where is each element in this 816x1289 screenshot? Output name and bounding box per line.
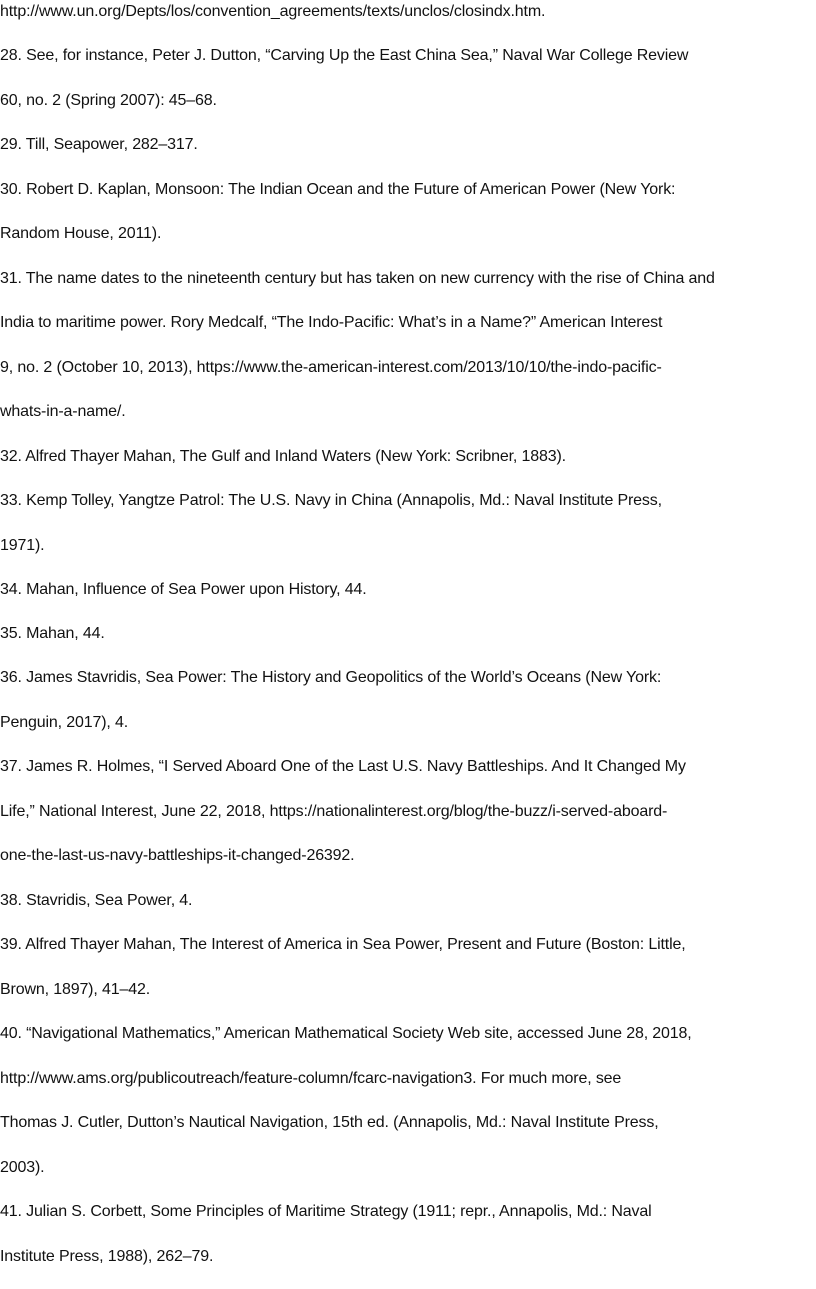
text-line: 1971). [0, 537, 45, 554]
text-line: 34. Mahan, Influence of Sea Power upon History, 44. [0, 581, 367, 598]
text-line: 29. Till, Seapower, 282–317. [0, 136, 198, 153]
text-line: 2003). [0, 1159, 45, 1176]
text-line: 28. See, for instance, Peter J. Dutton, “Carving Up the East China Sea,” Naval War College Review [0, 47, 689, 64]
text-line: 37. James R. Holmes, “I Served Aboard One of the Last U.S. Navy Battleships. And It Changed My [0, 758, 686, 775]
text-line: Brown, 1897), 41–42. [0, 981, 150, 998]
text-line: http://www.ams.org/publicoutreach/feature-column/fcarc-navigation3. For much more, see [0, 1070, 622, 1087]
text-line: 39. Alfred Thayer Mahan, The Interest of America in Sea Power, Present and Future (Boston: Little, [0, 936, 686, 953]
text-line: 30. Robert D. Kaplan, Monsoon: The Indian Ocean and the Future of American Power (New York: [0, 181, 676, 198]
text-line: 60, no. 2 (Spring 2007): 45–68. [0, 92, 217, 109]
text-line: 41. Julian S. Corbett, Some Principles of Maritime Strategy (1911; repr., Annapolis, Md.: Naval [0, 1203, 652, 1220]
text-line: Thomas J. Cutler, Dutton’s Nautical Navigation, 15th ed. (Annapolis, Md.: Naval Institute Press, [0, 1114, 659, 1131]
text-line: 40. “Navigational Mathematics,” American Mathematical Society Web site, accessed June 28, 2018, [0, 1025, 692, 1042]
text-line: Penguin, 2017), 4. [0, 714, 129, 731]
text-line: one-the-last-us-navy-battleships-it-changed-26392. [0, 847, 355, 864]
text-line: 32. Alfred Thayer Mahan, The Gulf and Inland Waters (New York: Scribner, 1883). [0, 448, 566, 465]
text-line: 9, no. 2 (October 10, 2013), https://www.the-american-interest.com/2013/10/10/the-indo-pacific- [0, 359, 662, 376]
text-line: India to maritime power. Rory Medcalf, “The Indo-Pacific: What’s in a Name?” American Interest [0, 314, 663, 331]
text-line: whats-in-a-name/. [0, 403, 126, 420]
text-line: 33. Kemp Tolley, Yangtze Patrol: The U.S. Navy in China (Annapolis, Md.: Naval Institute Press, [0, 492, 662, 509]
text-line: 31. The name dates to the nineteenth century but has taken on new currency with the rise of China and [0, 270, 715, 287]
text-line: Random House, 2011). [0, 225, 162, 242]
text-line: 38. Stavridis, Sea Power, 4. [0, 892, 193, 909]
text-line: Life,” National Interest, June 22, 2018, https://nationalinterest.org/blog/the-buzz/i-served-aboard- [0, 803, 668, 820]
text-line: Institute Press, 1988), 262–79. [0, 1248, 214, 1265]
text-line: http://www.un.org/Depts/los/convention_agreements/texts/unclos/closindx.htm. [0, 3, 546, 20]
text-line: 35. Mahan, 44. [0, 625, 105, 642]
text-line: 36. James Stavridis, Sea Power: The History and Geopolitics of the World’s Oceans (New York: [0, 669, 662, 686]
